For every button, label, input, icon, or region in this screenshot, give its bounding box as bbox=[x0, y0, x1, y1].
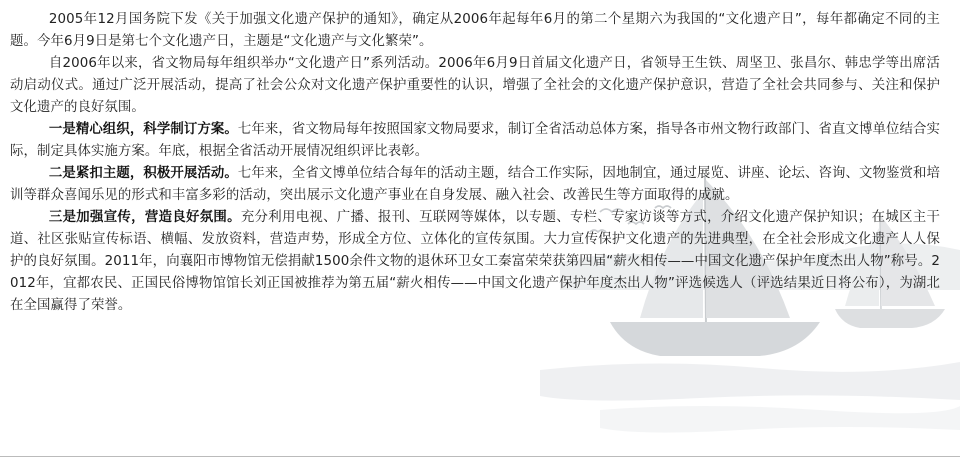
point-two-heading: 二是紧扣主题，积极开展活动。 bbox=[48, 166, 238, 181]
paragraph-point-two bbox=[10, 163, 940, 207]
point-three-heading: 三是加强宣传，营造良好氛围。 bbox=[48, 210, 241, 225]
point-one-heading: 一是精心组织，科学制订方案。 bbox=[48, 122, 238, 137]
article-body bbox=[10, 9, 940, 317]
bottom-divider bbox=[0, 456, 960, 457]
paragraph-point-one bbox=[10, 119, 940, 163]
point-one-text: 七年来，省文物局每年按照国家文物局要求，制订全省活动总体方案，指导各市州文物行政部门、省直文博单位结合实际，制定具体实施方案。年底，根据全省活动开展情况组织评比表彰。 bbox=[10, 122, 940, 159]
paragraph-activities-overview: 自2006年以来，省文物局每年组织举办“文化遗产日”系列活动。2006年6月9日首届文化遗产日，省领导王生铁、周坚卫、张昌尔、韩忠学等出席活动启动仪式。通过广泛开展活动，提高了社会公众对文化遗产保护重要性的认识，增强了全社会的文化遗产保护意识，营造了全社会共同参与、关注和保护文化遗产的良好氛围。 bbox=[10, 56, 940, 115]
water-wash-illustration bbox=[540, 362, 960, 401]
paragraph-point-three bbox=[10, 207, 940, 317]
point-three-text: 充分利用电视、广播、报刊、互联网等媒体，以专题、专栏、专家访谈等方式，介绍文化遗产保护知识；在城区主干道、社区张贴宣传标语、横幅、发放资料，营造声势，形成全方位、立体化的宣传氛围。大力宣传保护文化遗产的先进典型，在全社会形成文化遗产人人保护的良好氛围。2011年，向襄阳市博物馆无偿捐献1500余件文物的退休环卫女工秦富荣荣获第四届“薪火相传——中国文化遗产保护年度杰出人物”称号。2012年，宜都农民、正国民俗博物馆馆长刘正国被推荐为第五届“薪火相传——中国文化遗产保护年度杰出人物”评选候选人（评选结果近日将公布），为湖北在全国赢得了荣誉。 bbox=[10, 210, 940, 313]
paragraph-heritage-day-intro: 2005年12月国务院下发《关于加强文化遗产保护的通知》，确定从2006年起每年6月的第二个星期六为我国的“文化遗产日”，每年都确定不同的主题。今年6月9日是第七个文化遗产日，主题是“文化遗产与文化繁荣”。 bbox=[10, 12, 940, 49]
point-two-text: 七年来，全省文博单位结合每年的活动主题，结合工作实际，因地制宜，通过展览、讲座、论坛、咨询、文物鉴赏和培训等群众喜闻乐见的形式和丰富多彩的活动，突出展示文化遗产事业在自身发展、融入社会、改善民生等方面取得的成就。 bbox=[10, 166, 940, 203]
